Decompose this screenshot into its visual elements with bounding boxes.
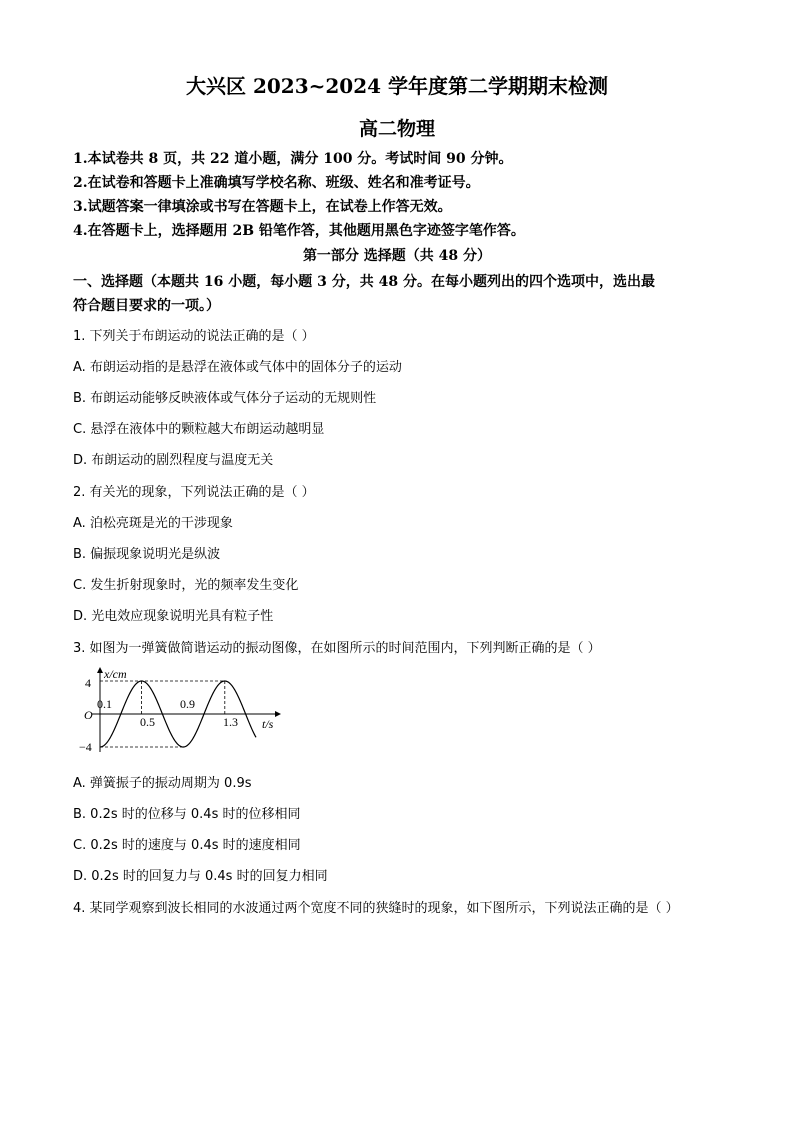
exam-title: 大兴区 2023~2024 学年度第二学期期末检测	[185, 74, 608, 98]
question-3-stem: 3. 如图为一弹簧做简谐运动的振动图像，在如图所示的时间范围内，下列判断正确的是（ ）	[73, 641, 601, 656]
question-2-option-c: C. 发生折射现象时，光的频率发生变化	[73, 578, 299, 593]
question-1-option-d: D. 布朗运动的剧烈程度与温度无关	[73, 453, 274, 468]
question-2-option-b: B. 偏振现象说明光是纵波	[73, 547, 221, 562]
vibration-graph	[70, 664, 290, 758]
vibration-graph-figure	[70, 664, 290, 758]
question-3-option-b: B. 0.2s 时的位移与 0.4s 时的位移相同	[73, 807, 301, 822]
x-tick-0-1: 0.1	[97, 697, 112, 711]
question-1-option-a: A. 布朗运动指的是悬浮在液体或气体中的固体分子的运动	[73, 360, 402, 375]
instruction-1: 1.本试卷共 8 页，共 22 道小题，满分 100 分。考试时间 90 分钟。	[73, 151, 513, 167]
question-2-stem: 2. 有关光的现象，下列说法正确的是（ ）	[73, 485, 315, 500]
y-axis-label: x/cm	[104, 667, 127, 681]
y-tick-positive: 4	[85, 676, 91, 690]
question-1-stem: 1. 下列关于布朗运动的说法正确的是（ ）	[73, 329, 315, 344]
instruction-3: 3.试题答案一律填涂或书写在答题卡上，在试卷上作答无效。	[73, 199, 452, 215]
exam-subject: 高二物理	[358, 118, 435, 140]
question-3-option-c: C. 0.2s 时的速度与 0.4s 时的速度相同	[73, 838, 301, 853]
question-3-option-d: D. 0.2s 时的回复力与 0.4s 时的回复力相同	[73, 869, 328, 884]
instruction-2: 2.在试卷和答题卡上准确填写学校名称、班级、姓名和准考证号。	[73, 175, 480, 191]
x-tick-0-5: 0.5	[140, 715, 155, 729]
question-3-option-a: A. 弹簧振子的振动周期为 0.9s	[73, 776, 252, 791]
question-2-option-d: D. 光电效应现象说明光具有粒子性	[73, 609, 274, 624]
instruction-4: 4.在答题卡上，选择题用 2B 铅笔作答，其他题用黑色字迹签字笔作答。	[73, 223, 525, 239]
question-1-option-b: B. 布朗运动能够反映液体或气体分子运动的无规则性	[73, 391, 377, 406]
x-tick-1-3: 1.3	[223, 715, 238, 729]
x-tick-0-9: 0.9	[180, 697, 195, 711]
origin-label: O	[84, 708, 93, 722]
section-heading-line-2: 符合题目要求的一项。）	[73, 298, 220, 314]
part-one-title: 第一部分 选择题（共 48 分）	[302, 248, 492, 264]
x-axis-label: t/s	[262, 717, 274, 731]
question-1-option-c: C. 悬浮在液体中的颗粒越大布朗运动越明显	[73, 422, 325, 437]
question-4-stem: 4. 某同学观察到波长相同的水波通过两个宽度不同的狭缝时的现象，如下图所示，下列说法正确的是（ ）	[73, 901, 679, 916]
y-tick-negative: −4	[79, 740, 92, 754]
section-heading-line-1: 一、选择题（本题共 16 小题，每小题 3 分，共 48 分。在每小题列出的四个选项中，选出最	[73, 274, 655, 290]
question-2-option-a: A. 泊松亮斑是光的干涉现象	[73, 516, 233, 531]
